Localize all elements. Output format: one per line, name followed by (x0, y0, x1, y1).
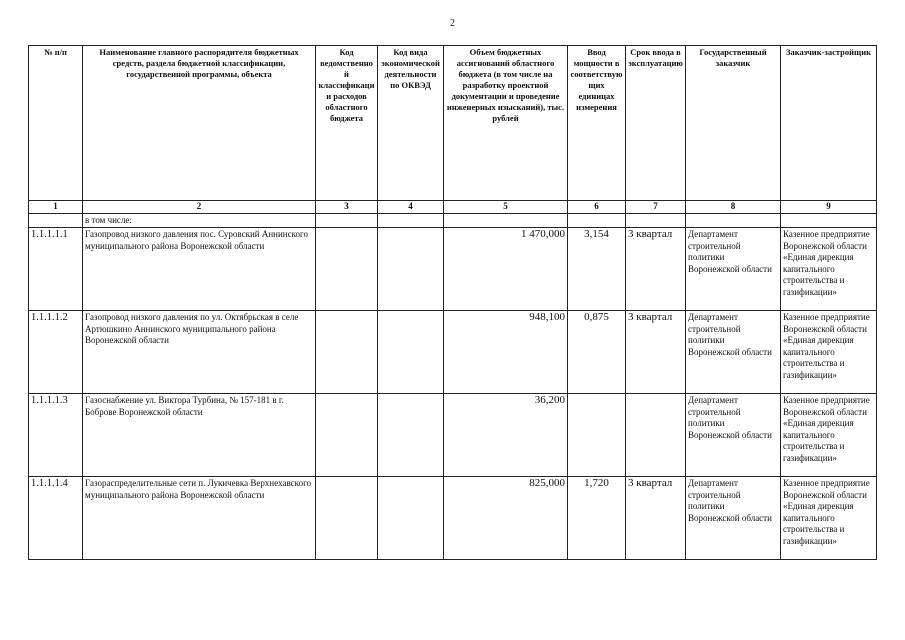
row-code: 1.1.1.1.1 (29, 228, 83, 311)
row-code: 1.1.1.1.4 (29, 477, 83, 560)
row-capacity (568, 394, 626, 477)
row-deadline (626, 394, 686, 477)
column-number: 2 (83, 201, 316, 214)
header-budget-amount: Объем бюджетных ассигнований областного бюджета (в том числе на разработку проектной документации и проведение инженерных изысканий), тыс. рублей (444, 46, 568, 201)
row-department-code (316, 394, 378, 477)
row-name: Газопровод низкого давления пос. Суровский Аннинского муниципального района Воронежской области (83, 228, 316, 311)
row-amount: 36,200 (444, 394, 568, 477)
row-capacity: 0,875 (568, 311, 626, 394)
header-number: № п/п (29, 46, 83, 201)
row-state-customer: Департамент строительной политики Воронежской области (686, 228, 781, 311)
column-number: 4 (378, 201, 444, 214)
table-row (29, 228, 877, 311)
header-okved-code: Код вида экономической деятельности по ОКВЭД (378, 46, 444, 201)
row-okved-code (378, 228, 444, 311)
row-name: Газоснабжение ул. Виктора Турбина, № 157-181 в г. Боброве Воронежской области (83, 394, 316, 477)
page-number: 2 (450, 18, 455, 29)
row-code: 1.1.1.1.3 (29, 394, 83, 477)
subheader-row (29, 213, 877, 228)
row-capacity: 1,720 (568, 477, 626, 560)
header-department-code: Код ведомственной классификации расходов областного бюджета (316, 46, 378, 201)
investment-table (28, 45, 877, 560)
table-row (29, 311, 877, 394)
row-state-customer: Департамент строительной политики Воронежской области (686, 477, 781, 560)
row-amount: 948,100 (444, 311, 568, 394)
column-number: 8 (686, 201, 781, 214)
row-deadline: 3 квартал (626, 477, 686, 560)
row-okved-code (378, 477, 444, 560)
row-state-customer: Департамент строительной политики Воронежской области (686, 311, 781, 394)
header-capacity: Ввод мощности в соответствующих единицах измерения (568, 46, 626, 201)
header-state-customer: Государственный заказчик (686, 46, 781, 201)
row-amount: 1 470,000 (444, 228, 568, 311)
row-department-code (316, 477, 378, 560)
column-number: 7 (626, 201, 686, 214)
row-code: 1.1.1.1.2 (29, 311, 83, 394)
row-capacity: 3,154 (568, 228, 626, 311)
row-okved-code (378, 394, 444, 477)
row-amount: 825,000 (444, 477, 568, 560)
row-name: Газораспределительные сети п. Лукичевка Верхнехавского муниципального района Воронежской области (83, 477, 316, 560)
row-deadline: 3 квартал (626, 228, 686, 311)
table-row (29, 394, 877, 477)
column-number: 1 (29, 201, 83, 214)
row-okved-code (378, 311, 444, 394)
row-developer: Казенное предприятие Воронежской области «Единая дирекция капитального строительства и газификации» (781, 477, 877, 560)
column-number-row (29, 201, 877, 214)
header-deadline: Срок ввода в эксплуатацию (626, 46, 686, 201)
row-developer: Казенное предприятие Воронежской области «Единая дирекция капитального строительства и газификации» (781, 228, 877, 311)
column-number: 6 (568, 201, 626, 214)
column-number: 5 (444, 201, 568, 214)
column-number: 9 (781, 201, 877, 214)
row-department-code (316, 311, 378, 394)
row-developer: Казенное предприятие Воронежской области «Единая дирекция капитального строительства и газификации» (781, 311, 877, 394)
row-name: Газопровод низкого давления по ул. Октябрьская в селе Артюшкино Аннинского муниципального района Воронежской области (83, 311, 316, 394)
column-number: 3 (316, 201, 378, 214)
row-deadline: 3 квартал (626, 311, 686, 394)
row-state-customer: Департамент строительной политики Воронежской области (686, 394, 781, 477)
subheader-label: в том числе: (83, 213, 316, 228)
header-name: Наименование главного распорядителя бюджетных средств, раздела бюджетной классификации, государственной программы, объекта (83, 46, 316, 201)
header-row (29, 46, 877, 201)
header-developer: Заказчик-застройщик (781, 46, 877, 201)
table-row (29, 477, 877, 560)
row-department-code (316, 228, 378, 311)
row-developer: Казенное предприятие Воронежской области «Единая дирекция капитального строительства и газификации» (781, 394, 877, 477)
